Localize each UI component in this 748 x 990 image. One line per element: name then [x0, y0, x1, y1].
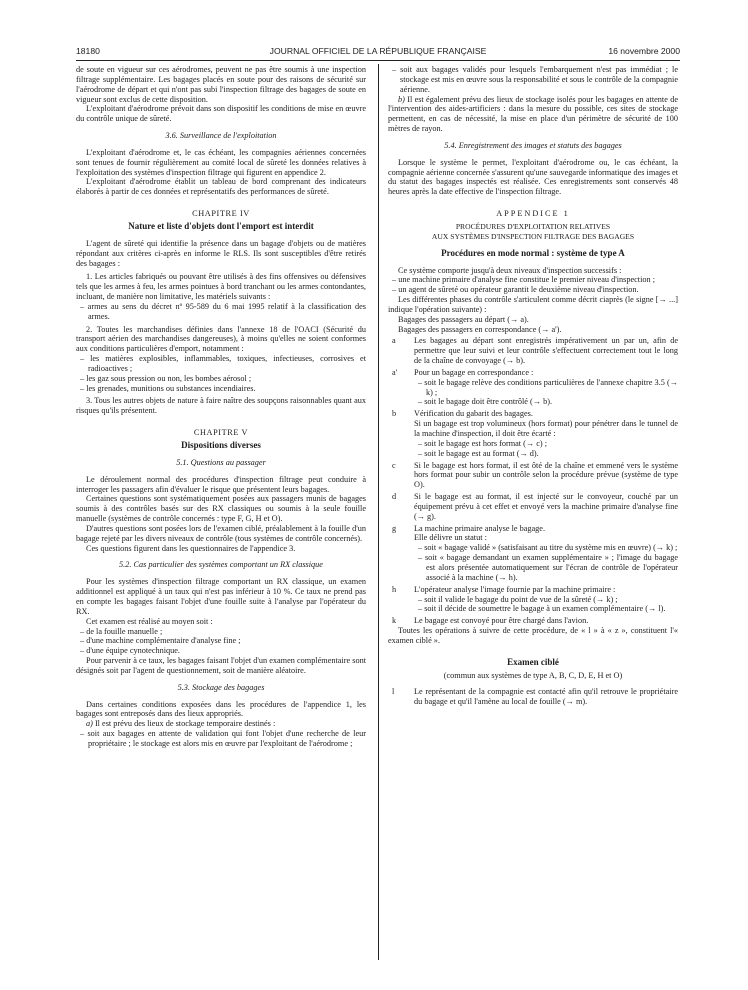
- procedure-step: [388, 585, 678, 615]
- step-text: Si le bagage est hors format, il est ôté de la chaîne et emmené vers le système hors format pour subir un contrôle selon la procédure prévue (système de type O).: [414, 460, 678, 490]
- item-letter: b): [398, 94, 405, 104]
- right-column: [388, 65, 678, 707]
- column-divider: [378, 64, 379, 960]
- paragraph: L'exploitant d'aérodrome prévoit dans son dispositif les conditions de mise en œuvre du contrôle unique de sûreté.: [76, 104, 366, 124]
- chapter-5-title: Dispositions diverses: [181, 440, 261, 450]
- paragraph: Le déroulement normal des procédures d'inspection filtrage peut conduire à interroger les passagers afin d'évaluer le risque que présentent leurs bagages.: [76, 474, 366, 494]
- paragraph: D'autres questions sont posées lors de l'examen ciblé, préalablement à la fouille d'un bagage rejeté par les divers niveaux de contrôle (tous systèmes de contrôle concernés).: [76, 523, 366, 543]
- step-subitem: – soit le bagage est hors format (→ c) ;: [418, 438, 547, 448]
- page-number: 18180: [76, 46, 100, 56]
- paragraph: Ce système comporte jusqu'à deux niveaux d'inspection successifs :: [398, 265, 622, 275]
- procedure-step: [388, 492, 678, 522]
- chapter-4-label: CHAPITRE IV: [192, 209, 250, 219]
- step-text: La machine primaire analyse le bagage.: [414, 523, 546, 533]
- step-body: [414, 616, 678, 626]
- exam-subtitle: (commun aux systèmes de type A, B, C, D, E, H et O): [443, 670, 623, 680]
- step-body: [414, 585, 678, 615]
- step-body: [414, 492, 678, 522]
- appendix-label: APPENDICE 1: [496, 209, 570, 219]
- appendix-title-line2: AUX SYSTÈMES D'INSPECTION FILTRAGE DES BAGAGES: [431, 231, 635, 241]
- journal-title: JOURNAL OFFICIEL DE LA RÉPUBLIQUE FRANÇAISE: [269, 46, 487, 56]
- paragraph: Bagages des passagers en correspondance (→ a').: [398, 324, 562, 334]
- step-text: Vérification du gabarit des bagages.: [414, 409, 533, 419]
- paragraph: de soute en vigueur sur ces aérodromes, peuvent ne pas être soumis à une inspection filtrage supplémentaire. Les bagages placés en soute pour des raisons de sécurité sur l'aérodrome de départ et qui n'ont pas subi l'inspection filtrage des bagages de soute en vigueur sont exclus de cette disposition.: [76, 65, 366, 104]
- step-key: a: [392, 336, 396, 346]
- step-key: d: [392, 492, 397, 502]
- paragraph: L'exploitant d'aérodrome établit un tableau de bord comprenant des indicateurs élaborés à partir de ces données et représentatifs des performances de sûreté.: [76, 177, 366, 197]
- procedure-step-l: [388, 687, 678, 707]
- procedure-step: [388, 461, 678, 491]
- section-heading-5-1: 5.1. Questions au passager: [176, 457, 266, 467]
- list-item: – d'une équipe cynotechnique.: [80, 646, 180, 656]
- step-text: L'opérateur analyse l'image fournie par la machine primaire :: [414, 584, 616, 594]
- paragraph: Cet examen est réalisé au moyen soit :: [86, 616, 213, 626]
- step-body: [414, 409, 678, 458]
- step-subitem: – soit le bagage relève des conditions particulières de l'annexe chapitre 3.5 (→ k) ;: [418, 377, 678, 397]
- paragraph: Dans certaines conditions exposées dans les procédures de l'appendice 1, les bagages sont entreposés dans des lieux appropriés.: [76, 699, 366, 719]
- list-item: – soit aux bagages en attente de validation qui font l'objet d'une recherche de leur propriétaire ; le stockage est alors mis en œuvre par l'exploitant de l'aérodrome ;: [80, 729, 366, 748]
- left-column: [76, 65, 366, 749]
- exam-title: Examen ciblé: [507, 656, 559, 667]
- step-subitem: – soit il valide le bagage du point de vue de la sûreté (→ k) ;: [418, 594, 618, 604]
- procedure-steps: [388, 336, 678, 626]
- paragraph: b) Il est également prévu des lieux de stockage isolés pour les bagages en attente de l'intervention des aides-artificiers : dans la mesure du possible, ces sites de stockage permettent, en cas de nécessité, la mise en place d'un périmètre de sécurité de 100 mètres de rayon.: [388, 94, 678, 134]
- item-letter: a): [86, 719, 93, 729]
- step-key: k: [392, 616, 397, 626]
- issue-date: 16 novembre 2000: [608, 46, 680, 56]
- step-text: Pour un bagage en correspondance :: [414, 367, 534, 377]
- list-item: – les gaz sous pression ou non, les bombes aérosol ;: [80, 373, 252, 383]
- list-item: – soit aux bagages validés pour lesquels l'embarquement n'est pas immédiat ; le stockage est mis en œuvre sous la responsabilité et sous le contrôle de la compagnie aérienne.: [392, 65, 678, 94]
- paragraph: Certaines questions sont systématiquement posées aux passagers munis de bagages soumis à des contrôles basés sur des RX classiques ou soumis à la seule fouille manuelle (systèmes de contrôle concernés : type F, G, H et O).: [76, 494, 366, 524]
- step-subitem: – soit le bagage est au format (→ d).: [418, 448, 539, 458]
- step-subitem: – soit le bagage doit être contrôlé (→ b).: [418, 397, 553, 407]
- procedure-step: [388, 368, 678, 407]
- section-heading-3-6: 3.6. Surveillance de l'exploitation: [165, 131, 277, 141]
- paragraph: 1. Les articles fabriqués ou pouvant être utilisés à des fins offensives ou défensives tels que les armes à feu, les armes pointues à bord tranchant ou les armes contondantes, incluant, de manière non limitative, les matériels suivants :: [76, 272, 366, 302]
- header-rule: [76, 60, 680, 61]
- step-text: Les bagages au départ sont enregistrés impérativement un par un, afin de permettre que leur suivi et leur contrôle s'effectuent correctement tout le long de la chaîne de convoyage (→ b).: [414, 336, 678, 366]
- paragraph: Ces questions figurent dans les questionnaires de l'appendice 3.: [86, 543, 296, 553]
- paragraph: L'agent de sûreté qui identifie la présence dans un bagage d'objets ou de matières répondant aux critères ci-après en informe le RLS. Ils sont susceptibles d'être retirés des bagages :: [76, 238, 366, 268]
- chapter-4-title: Nature et liste d'objets dont l'emport est interdit: [128, 220, 314, 231]
- step-key: g: [392, 523, 397, 533]
- list-item: – d'une machine complémentaire d'analyse fine ;: [80, 636, 241, 646]
- section-heading-5-3: 5.3. Stockage des bagages: [177, 682, 265, 692]
- step-extra: Elle délivre un statut :: [414, 533, 487, 543]
- step-subitem: – soit « bagage validé » (satisfaisant au titre du système mis en œuvre) (→ k) ;: [418, 543, 678, 553]
- step-text: Le bagage est convoyé pour être chargé dans l'avion.: [414, 616, 589, 626]
- step-key: b: [392, 409, 397, 419]
- paragraph: Bagages des passagers au départ (→ a).: [398, 314, 529, 324]
- step-body: [414, 368, 678, 407]
- step-key: a': [392, 367, 398, 377]
- paragraph: Pour parvenir à ce taux, les bagages faisant l'objet d'un examen complémentaire sont désignés soit par l'agent de questionnement, soit de manière aléatoire.: [76, 656, 366, 675]
- page-header: [76, 46, 680, 60]
- step-key: c: [392, 460, 396, 470]
- step-body: [414, 461, 678, 491]
- list-item: – les matières explosibles, inflammables, toxiques, infectieuses, corrosives et radioactives ;: [80, 354, 366, 373]
- list-item: – armes au sens du décret nº 95-589 du 6 mai 1995 relatif à la classification des armes.: [80, 301, 366, 321]
- step-subitem: – soit « bagage demandant un examen supplémentaire » ; l'image du bagage est alors présentée automatiquement sur l'écran de contrôle de l'opérateur associé à la machine (→ h).: [418, 553, 678, 582]
- paragraph: L'exploitant d'aérodrome et, le cas échéant, les compagnies aériennes concernées sont tenues de fournir régulièrement au comité local de sûreté les données relatives à l'exploitation des systèmes d'inspection filtrage qui figurent en appendice 2.: [76, 147, 366, 177]
- paragraph: 3. Tous les autres objets de nature à faire naître des soupçons raisonnables quant aux risques qu'ils présentent.: [76, 396, 366, 416]
- step-text: Si le bagage est au format, il est injecté sur le convoyeur, couché par un équipement prévu à cet effet et envoyé vers la machine primaire d'analyse fine (→ g).: [414, 492, 678, 521]
- step-subitem: – soit il décide de soumettre le bagage à un examen complémentaire (→ l).: [418, 604, 666, 614]
- procedure-step: [388, 524, 678, 583]
- step-text: Le représentant de la compagnie est contacté afin qu'il retrouve le propriétaire du bagage et qu'il l'amène au local de fouille (→ m).: [414, 687, 678, 707]
- step-body: [414, 336, 678, 366]
- appendix-title-line1: PROCÉDURES D'EXPLOITATION RELATIVES: [455, 221, 611, 231]
- paragraph: 2. Toutes les marchandises définies dans l'annexe 18 de l'OACI (Sécurité du transport aérien des marchandises dangereuses), à moins qu'elles ne soient conformes aux conditions particulières d'emport, notamment :: [76, 324, 366, 354]
- list-item: – une machine primaire d'analyse fine constitue le premier niveau d'inspection ;: [392, 275, 655, 285]
- step-key: l: [392, 687, 395, 697]
- paragraph: Toutes les opérations à suivre de cette procédure, de « l » à « z », constituent l'« examen ciblé ».: [388, 626, 678, 645]
- step-extra: Si un bagage est trop volumineux (hors format) pour pénétrer dans le tunnel de la machine d'inspection, il doit être écarté :: [414, 419, 678, 438]
- procedure-step: [388, 409, 678, 458]
- list-item: – les grenades, munitions ou substances incendiaires.: [80, 383, 256, 393]
- step-key: h: [392, 584, 397, 594]
- paragraph: Pour les systèmes d'inspection filtrage comportant un RX classique, un examen additionnel est appliqué à un taux qui n'est pas inférieur à 10 %. Ce taux ne prend pas en compte les bagages faisant l'objet d'une fouille suite à l'analyse par l'opérateur du RX.: [76, 577, 366, 616]
- paragraph: a) Il est prévu des lieux de stockage temporaire destinés :: [86, 719, 276, 729]
- procedure-title: Procédures en mode normal : système de type A: [441, 247, 625, 258]
- section-heading-5-2: 5.2. Cas particulier des systèmes comportant un RX classique: [119, 560, 323, 570]
- section-heading-5-4: 5.4. Enregistrement des images et statuts des bagages: [444, 140, 622, 150]
- list-item: – de la fouille manuelle ;: [80, 626, 163, 636]
- procedure-step: [388, 616, 678, 626]
- list-item: – un agent de sûreté ou opérateur garantit le deuxième niveau d'inspection.: [392, 285, 639, 295]
- step-body: [414, 524, 678, 583]
- chapter-5-label: CHAPITRE V: [193, 428, 249, 438]
- paragraph: Lorsque le système le permet, l'exploitant d'aérodrome ou, le cas échéant, la compagnie aérienne concernée s'assurent qu'une sauvegarde informatique des images et du statut des bagages inspectés est réalisée. Ces enregistrements sont conservés 48 heures après la date effective de l'inspection filtrage.: [388, 157, 678, 197]
- procedure-step: [388, 336, 678, 366]
- paragraph: Les différentes phases du contrôle s'articulent comme décrit ciaprès (le signe [→ ...] indique l'opération suivante) :: [388, 295, 678, 314]
